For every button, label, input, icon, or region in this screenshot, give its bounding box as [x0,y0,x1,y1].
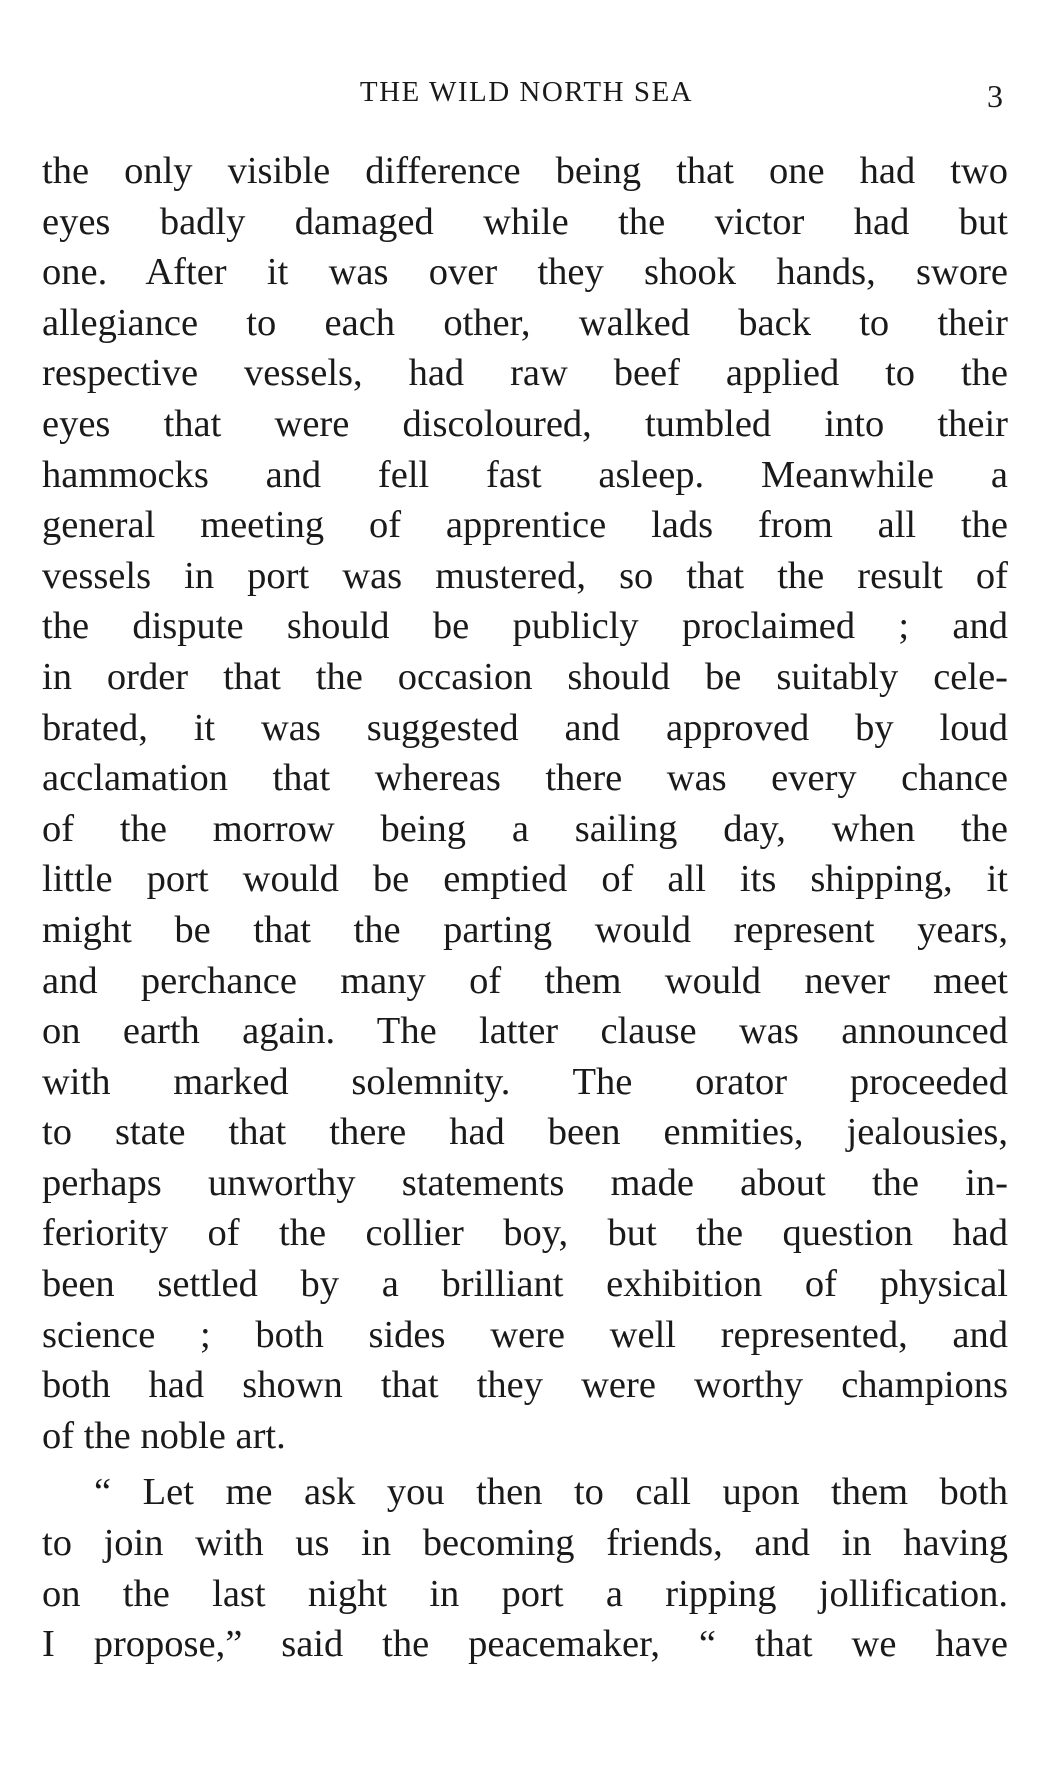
text-line: to join with us in becoming friends, and in having [42,1522,1008,1565]
text-line: the only visible difference being that one had two [42,150,1008,192]
running-head [0,68,1053,112]
text-line: both had shown that they were worthy champions [42,1364,1008,1407]
text-line: feriority of the collier boy, but the question had [42,1212,1008,1255]
text-line: “ Let me ask you then to call upon them both [94,1471,1008,1514]
text-line: science ; both sides were well represented, and [42,1313,1008,1356]
text-line: hammocks and fell fast asleep. Meanwhile a [42,453,1008,496]
text-line: I propose,” said the peacemaker, “ that we have [42,1623,1008,1666]
text-line: on earth again. The latter clause was announced [42,1010,1008,1053]
text-line: eyes that were discoloured, tumbled into their [42,402,1008,445]
text-line: brated, it was suggested and approved by loud [42,706,1008,749]
running-title: THE WILD NORTH SEA [359,76,694,108]
paragraph [42,146,1008,1461]
text-line: perhaps unworthy statements made about the in- [42,1161,1008,1204]
text-line: of the morrow being a sailing day, when the [42,807,1008,850]
text-line: one. After it was over they shook hands, swore [42,251,1008,294]
text-line: allegiance to each other, walked back to their [42,301,1008,344]
text-line: to state that there had been enmities, jealousies, [42,1111,1008,1154]
text-line: in order that the occasion should be suitably cele- [42,655,1008,698]
text-line: vessels in port was mustered, so that the result of [42,554,1008,597]
text-line: little port would be emptied of all its shipping, it [42,858,1008,901]
page-number: 3 [987,78,1003,114]
text-line: been settled by a brilliant exhibition of physical [42,1263,1008,1306]
text-line: might be that the parting would represent years, [42,908,1008,951]
text-line: respective vessels, had raw beef applied to the [42,352,1008,395]
text-line: and perchance many of them would never meet [42,959,1008,1002]
paragraph [42,1467,1008,1669]
text-line: acclamation that whereas there was every chance [42,757,1008,800]
text-line: general meeting of apprentice lads from all the [42,504,1008,547]
text-line: with marked solemnity. The orator proceeded [42,1060,1008,1103]
text-line: on the last night in port a ripping jollification. [42,1572,1008,1615]
text-line: the dispute should be publicly proclaimed ; and [42,605,1008,648]
body-text [42,146,1008,1670]
text-line: eyes badly damaged while the victor had but [42,200,1008,243]
text-line: of the noble art. [42,1414,286,1457]
